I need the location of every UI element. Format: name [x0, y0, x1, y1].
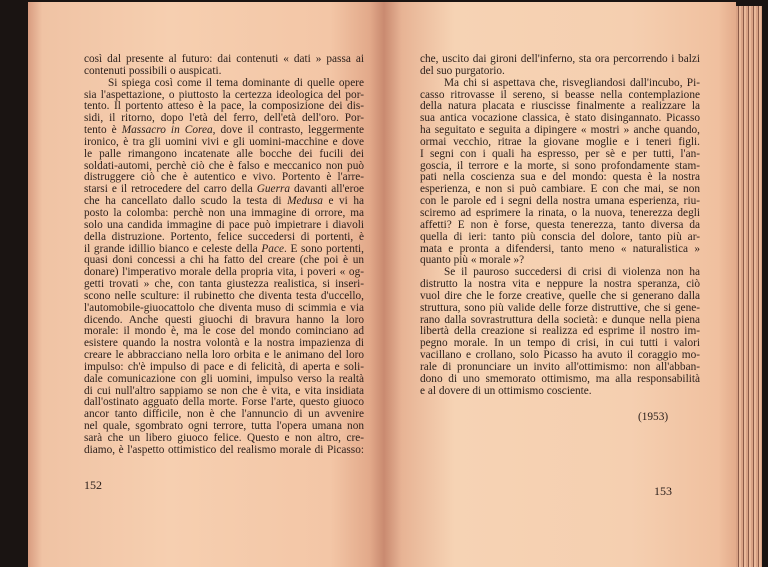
text-segment: e vi ha — [322, 195, 365, 208]
text-segment: distruggere ciò che è autentico e vivo. Portento è l'arre- — [84, 171, 364, 184]
text-segment: di cui null'altro sappiamo se non che è vita, e vita insidiata — [84, 384, 364, 397]
text-segment: dall'ostinato agguato della morte. Forse l'arte, questo giuoco — [84, 396, 364, 409]
text-segment: solo una candida immagine di pace può impietrare i diavoli — [84, 218, 364, 231]
text-segment: e al dovere di un ottimismo cosciente. — [420, 384, 592, 397]
text-segment: quasi doni concessi a chi ha fatto del creare (che poi è un — [84, 254, 364, 267]
text-segment: vuol dire che le forze creative, quelle che si generano dalla — [420, 289, 700, 302]
text-segment: del suo purgatorio. — [420, 64, 505, 77]
italic-title: Medusa — [287, 195, 323, 208]
text-segment: il grande idillio bianco e celeste della — [84, 242, 262, 255]
italic-title: Guerra — [256, 183, 291, 196]
text-line — [420, 386, 700, 398]
text-segment: affetti? E non è forse, questa tenerezza, tanto diversa da — [420, 218, 700, 231]
text-segment: Se il pauroso succedersi di crisi di violenza non ha — [444, 266, 700, 279]
text-segment: l'automobile-giuocattolo che diventa muso di scimmia e via — [84, 301, 364, 314]
text-segment: diamo, è l'aspetto ottimistico del realismo morale di Picasso: — [84, 443, 364, 456]
text-segment: sarà che un libero giuoco felice. Questo e non altro, cre- — [84, 432, 364, 444]
text-segment: morale: il mondo è, ma le cose del mondo cominciano ad — [84, 325, 364, 338]
left-page — [28, 2, 384, 567]
page-number: 153 — [654, 484, 672, 498]
text-segment: che, uscito dai gironi dell'inferno, sta ora percorrendo i balzi — [420, 53, 700, 65]
text-segment: sua antica vocazione classica, è stato disingannato. Picasso — [420, 112, 700, 125]
text-segment: starsi e il retrocedere del carro della — [84, 183, 257, 196]
essay-date: (1953) — [638, 411, 669, 423]
text-segment: ironico, è tra gli uomini vivi e gli uomini-macchine e dove — [84, 135, 364, 148]
text-segment: così dal presente al futuro: dai contenuti « dati » passa ai — [84, 53, 364, 65]
text-segment: sia l'aspettazione, o piuttosto la certezza ideologica del por- — [84, 88, 364, 101]
text-segment: contenuti possibili o auspicati. — [84, 64, 222, 77]
italic-title: Pace — [261, 242, 284, 255]
text-segment: con le parole ed i segni della nostra umana esperienza, riu- — [420, 195, 700, 208]
right-page-text — [420, 54, 700, 397]
text-segment: sidi, il ritorno, dopo l'età del ferro, dell'età dell'oro. Por- — [84, 112, 364, 125]
text-segment: scono nelle sculture: il rubinetto che diventa testa d'uccello, — [84, 289, 364, 302]
text-segment: rano dalla sovrastruttura della società: e dunque nella piena — [420, 313, 700, 326]
text-segment: esistere quando la nostra volontà e la nostra impazienza di — [84, 337, 364, 350]
text-segment: casso ritrovasse il sereno, si beasse nella contemplazione — [420, 88, 700, 101]
text-segment: impulso: ch'è impulso di pace e di felicità, di aperta e soli- — [84, 360, 364, 373]
page-number: 152 — [84, 478, 102, 492]
text-segment: vacillano e crollano, solo Picasso ha avuto il coraggio mo- — [420, 349, 700, 362]
text-segment: , dove il contrasto, leggermente — [212, 124, 364, 137]
text-segment: quanto più « morale »? — [420, 254, 525, 267]
text-segment: quella di ieri: tanto più conscia del dolore, tanto più ar- — [420, 230, 700, 243]
page-stack-edges — [736, 6, 762, 567]
text-segment: Ma chi si aspettava che, risvegliandosi dall'incubo, Pi- — [444, 76, 700, 89]
text-segment: libertà della creazione si realizza ed esprime il nostro im- — [420, 325, 700, 338]
text-segment: soldati-automi, perchè ciò che è falso e meccanico non può — [84, 159, 364, 172]
text-segment: della natura placata e riuscisse finalmente a realizzare la — [420, 100, 700, 113]
text-segment: goscia, il terrore e la morte, si sono profondamente stam- — [420, 159, 700, 172]
text-line — [84, 445, 364, 457]
text-segment: che ha cancellato dallo scudo la testa di — [84, 195, 288, 208]
text-segment: rale di pronunciare un invito all'ottimismo: non all'abban- — [420, 360, 700, 373]
text-segment: dicendo. Anche questi giuochi di bravura hanno la loro — [84, 313, 364, 326]
text-segment: dono di uno smemorato ottimismo, ma alla responsabilità — [420, 372, 700, 385]
text-segment: nel quale, sgombrato ogni terrore, tutta l'opera umana non — [84, 420, 364, 433]
text-segment: getti trovati » che, con tanta giustezza realistica, si inseri- — [84, 278, 364, 291]
left-page-text — [84, 54, 364, 457]
text-segment: pati nella coscienza sua e del mondo: questa è la nostra — [420, 171, 700, 184]
text-segment: esperienza, e non si può cambiare. E con che mai, se non — [420, 183, 700, 196]
text-segment: ancor tanto difficile, non è che l'annuncio di un avvenire — [84, 408, 364, 421]
text-segment: distrutto la nostra vita e neppure la nostra speranza, ciò — [420, 278, 700, 291]
text-segment: dale comunicazione con gli uomini, impulso verso la realtà — [84, 372, 364, 385]
text-segment: le palle rimangono incatenate alle bocche dei fucili dei — [84, 147, 364, 160]
text-segment: della distruzione. Portento, felice succedersi di portenti, è — [84, 230, 364, 243]
text-segment: Si spiega così come il tema dominante di quelle opere — [108, 76, 364, 89]
text-segment: struttura, sono più valide delle forze distruttive, che si gene- — [420, 301, 700, 314]
text-segment: ormai vecchio, ritrae la giovane moglie e i teneri figli. — [420, 135, 700, 148]
text-segment: tento. Il portento atteso è la pace, la composizione dei dis- — [84, 100, 364, 113]
text-segment: I segni con i quali ha espresso, per sè e per tutti, l'an- — [420, 147, 700, 160]
text-segment: donare) l'imperativo morale della propria vita, i poveri « og- — [84, 266, 364, 279]
italic-title: Massacro in Corea — [121, 124, 213, 137]
right-page — [384, 2, 736, 567]
text-segment: mata e pronta a difendersi, tanto meno « naturalistica » — [420, 242, 700, 255]
text-segment: pegno morale. In un tempo di crisi, in cui tutti i valori — [420, 337, 700, 350]
text-segment: tento è — [84, 124, 122, 137]
text-segment: creare le abbracciano nella loro orbita e le animano del loro — [84, 349, 364, 362]
text-segment: ha seguitato e seguita a dipingere « mostri » anche quando, — [420, 124, 700, 137]
text-segment: davanti all'eroe — [290, 183, 364, 196]
text-segment: sciremo ad esprimere la rinata, o la nuova, tenerezza degli — [420, 206, 700, 219]
text-segment: . E sono portenti, — [283, 242, 364, 255]
text-segment: posto la colomba: perchè non una immagine di orrore, ma — [84, 206, 364, 219]
